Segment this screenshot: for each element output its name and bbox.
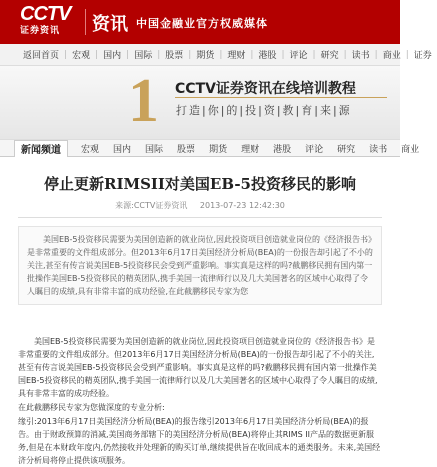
nav-item[interactable]: 期货 — [196, 51, 215, 61]
channel-item[interactable]: 国际 — [145, 144, 164, 155]
header-slogan: 中国金融业官方权威媒体 — [136, 17, 268, 30]
channel-item[interactable]: 研究 — [337, 144, 356, 155]
title-divider — [18, 217, 382, 218]
nav-item[interactable]: 国内 — [103, 51, 122, 61]
article-body — [18, 335, 382, 467]
channel-item[interactable]: 读书 — [369, 144, 388, 155]
nav-divider: | — [281, 49, 285, 60]
channel-label[interactable]: 新闻频道 — [14, 140, 68, 157]
article-paragraph: 美国EB-5投资移民需要为美国创造新的就业岗位,因此投资项目创造就业岗位的《经济报告书》是非常重要的文件组成部分。但2013年6月17日美国经济分析局(BEA)的一份报告却引起了不小的关注,甚至有传言说美国EB-5投资移民会受到严重影响。事实真是这样的吗?截鹏移民拥有国内第一批操作美国EB-5投资移民的精英团队,携手美国一流律师行以及几大美国著名的区域中心取得了令人瞩目的成绩,具有非常丰富的成功经验。 — [18, 337, 378, 398]
channel-item[interactable]: 期货 — [209, 144, 228, 155]
article-meta — [0, 200, 400, 211]
nav-item[interactable]: 港股 — [258, 51, 277, 61]
nav-item-home[interactable]: 返回首页 — [23, 51, 60, 61]
nav-item[interactable]: 评论 — [289, 51, 308, 61]
nav-item[interactable]: 理财 — [227, 51, 246, 61]
channel-item[interactable]: 商业 — [401, 144, 420, 155]
section-title[interactable]: 资讯 — [92, 14, 128, 35]
logo-subtitle: 证券资讯 — [20, 26, 61, 36]
nav-item[interactable]: 商业 — [382, 51, 401, 61]
channel-item[interactable]: 宏观 — [81, 144, 100, 155]
nav-item[interactable]: 国际 — [134, 51, 153, 61]
banner-title: CCTV证券资讯在线培训教程 — [175, 81, 356, 97]
article-date: 2013-07-23 12:42:30 — [199, 201, 285, 210]
nav-item[interactable]: 读书 — [351, 51, 370, 61]
nav-divider: | — [374, 49, 378, 60]
channel-item[interactable]: 股票 — [177, 144, 196, 155]
banner-number: 1 — [128, 67, 159, 135]
training-banner[interactable] — [0, 66, 400, 139]
article-paragraph: 在此截鹏移民专家为您做深度的专业分析: — [18, 403, 165, 412]
banner-rule — [175, 97, 387, 98]
article-title: 停止更新RIMSII对美国EB-5投资移民的影响 — [43, 175, 356, 193]
nav-divider: | — [250, 49, 254, 60]
article-summary: 美国EB-5投资移民需要为美国创造新的就业岗位,因此投资项目创造就业岗位的《经济报告书》是非常重要的文件组成部分。但2013年6月17日美国经济分析局(BEA)的一份报告却引起了不小的关注,甚至有传言说美国EB-5投资移民会受到严重影响。事实真是这样的吗?截鹏移民拥有国内第一批操作美国EB-5投资移民的精英团队,携手美国一流律师行以及几大美国著名的区域中心取得了令人瞩目的成绩,具有非常丰富的成功经验,在此截鹏移民专家为您 — [18, 226, 382, 305]
nav-item[interactable]: 股票 — [165, 51, 184, 61]
channel-item[interactable]: 港股 — [273, 144, 292, 155]
nav-item[interactable]: 宏观 — [72, 51, 91, 61]
channel-item[interactable]: 国内 — [113, 144, 132, 155]
channel-item[interactable]: 评论 — [305, 144, 324, 155]
ad-space — [0, 305, 400, 335]
site-header — [0, 0, 400, 44]
cctv-logo[interactable] — [20, 3, 80, 41]
nav-item[interactable]: 证券 — [413, 51, 432, 61]
article-paragraph: 缘引:2013年6月17日美国经济分析局(BEA)的报告缘引2013年6月17日美国经济分析局(BEA)的报告。由于财政预算的消减,美国商务部辖下的美国经济分析局(BEA)将停止其RIMS II产品的数据更新服务,但是在本财政年度内,仍然接收并处理新的购买订单,继续提供旨在收回成本的通类服务。未来,美国经济分析局将停止提供该项服务。 — [18, 417, 381, 465]
channel-bar — [0, 139, 420, 157]
nav-item[interactable]: 研究 — [320, 51, 339, 61]
nav-divider: | — [64, 49, 68, 60]
nav-divider: | — [95, 49, 99, 60]
nav-divider: | — [405, 49, 409, 60]
nav-divider: | — [157, 49, 161, 60]
channel-item[interactable]: 理财 — [241, 144, 260, 155]
nav-divider: | — [219, 49, 223, 60]
nav-divider: | — [188, 49, 192, 60]
article-source: 来源:CCTV证券资讯 — [115, 201, 188, 210]
logo-text: CCTV — [20, 3, 71, 25]
nav-divider: | — [126, 49, 130, 60]
logo-divider — [85, 9, 86, 35]
nav-divider: | — [343, 49, 347, 60]
banner-subtitle: 打造|你|的|投|资|教|育|来|源 — [176, 104, 352, 117]
nav-divider: | — [312, 49, 316, 60]
main-nav — [0, 44, 432, 66]
